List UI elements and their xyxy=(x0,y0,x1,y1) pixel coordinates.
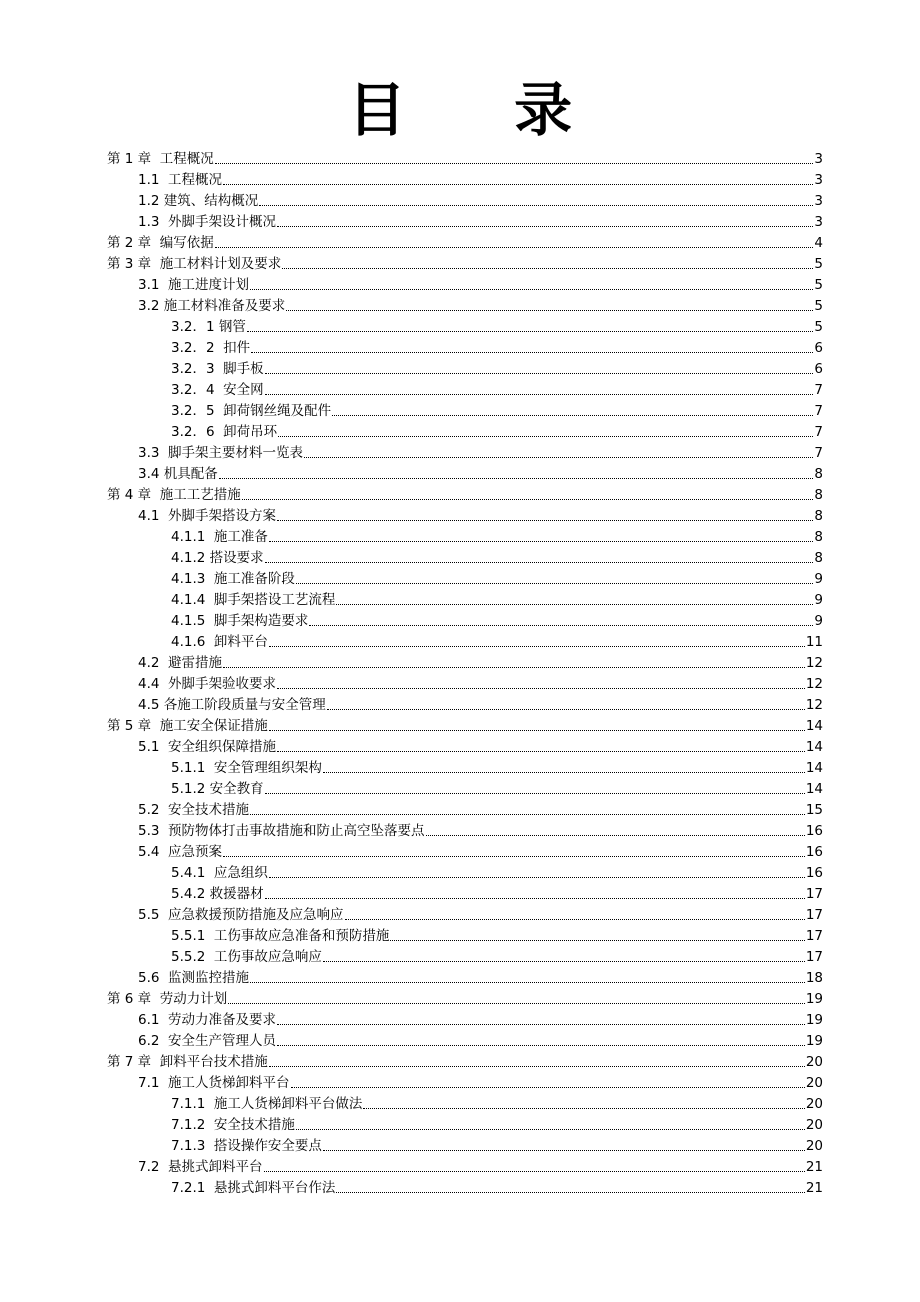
dot-leader xyxy=(265,394,814,395)
toc-page-number: 6 xyxy=(814,361,823,377)
toc-entry-title: 5.5.1 工伤事故应急准备和预防措施 xyxy=(171,928,390,944)
toc-entry-title: 3.2．2 扣件 xyxy=(171,340,251,356)
dot-leader xyxy=(363,1108,804,1109)
toc-entry[interactable] xyxy=(107,1050,823,1071)
toc-page-number: 17 xyxy=(805,886,823,902)
dot-leader xyxy=(277,688,805,689)
dot-leader xyxy=(228,1003,805,1004)
toc-page-number: 5 xyxy=(814,298,823,314)
toc-entry[interactable] xyxy=(171,378,823,399)
toc-entry[interactable] xyxy=(138,504,823,525)
toc-page-number: 17 xyxy=(805,949,823,965)
toc-entry[interactable] xyxy=(138,735,823,756)
dot-leader xyxy=(278,436,813,437)
toc-entry-title: 1.3 外脚手架设计概况 xyxy=(138,214,277,230)
toc-page-number: 7 xyxy=(814,382,823,398)
toc-entry[interactable] xyxy=(138,840,823,861)
dot-leader xyxy=(282,268,813,269)
toc-page-number: 5 xyxy=(814,319,823,335)
toc-page-number: 5 xyxy=(814,277,823,293)
toc-page-number: 3 xyxy=(814,214,823,230)
toc-page-number: 20 xyxy=(805,1117,823,1133)
toc-page-number: 20 xyxy=(805,1096,823,1112)
toc-page-number: 8 xyxy=(814,550,823,566)
toc-entry-title: 7.2 悬挑式卸料平台 xyxy=(138,1159,263,1175)
dot-leader xyxy=(215,163,814,164)
dot-leader xyxy=(296,1129,805,1130)
toc-entry-title: 5.3 预防物体打击事故措施和防止高空坠落要点 xyxy=(138,823,425,839)
toc-page-number: 18 xyxy=(805,970,823,986)
dot-leader xyxy=(264,1171,805,1172)
toc-entry[interactable] xyxy=(171,609,823,630)
toc-entry-title: 4.1.2 搭设要求 xyxy=(171,550,264,566)
toc-entry[interactable] xyxy=(107,147,823,168)
toc-page-number: 3 xyxy=(814,172,823,188)
toc-entry-title: 6.1 劳动力准备及要求 xyxy=(138,1012,277,1028)
toc-page-number: 20 xyxy=(805,1138,823,1154)
dot-leader xyxy=(250,814,805,815)
toc-entry-title: 7.1.2 安全技术措施 xyxy=(171,1117,295,1133)
toc-entry[interactable] xyxy=(138,672,823,693)
toc-entry[interactable] xyxy=(138,1071,823,1092)
dot-leader xyxy=(269,1066,805,1067)
toc-entry[interactable] xyxy=(138,798,823,819)
dot-leader xyxy=(304,457,813,458)
toc-page-number: 16 xyxy=(805,844,823,860)
toc-entry[interactable] xyxy=(138,1155,823,1176)
toc-page-number: 12 xyxy=(805,655,823,671)
toc-entry-title: 4.5 各施工阶段质量与安全管理 xyxy=(138,697,326,713)
dot-leader xyxy=(277,751,805,752)
toc-page-number: 15 xyxy=(805,802,823,818)
dot-leader xyxy=(265,562,814,563)
toc-page-number: 14 xyxy=(805,739,823,755)
dot-leader xyxy=(286,310,813,311)
page-title: 目 录 xyxy=(347,76,617,144)
toc-entry[interactable] xyxy=(107,714,823,735)
toc-page-number: 17 xyxy=(805,907,823,923)
toc-entry-title: 4.1.1 施工准备 xyxy=(171,529,268,545)
toc-entry[interactable] xyxy=(171,777,823,798)
dot-leader xyxy=(219,478,814,479)
dot-leader xyxy=(277,226,813,227)
toc-entry[interactable] xyxy=(138,441,823,462)
toc-page-number: 7 xyxy=(814,403,823,419)
toc-page-number: 14 xyxy=(805,760,823,776)
toc-entry-title: 3.2 施工材料准备及要求 xyxy=(138,298,286,314)
toc-entry-title: 5.4.1 应急组织 xyxy=(171,865,268,881)
toc-entry[interactable] xyxy=(138,168,823,189)
toc-entry[interactable] xyxy=(171,1134,823,1155)
dot-leader xyxy=(323,1150,805,1151)
toc-page-number: 8 xyxy=(814,508,823,524)
toc-page-number: 21 xyxy=(805,1180,823,1196)
dot-leader xyxy=(323,772,805,773)
toc-entry-title: 4.1.4 脚手架搭设工艺流程 xyxy=(171,592,336,608)
dot-leader xyxy=(251,352,813,353)
toc-entry[interactable] xyxy=(171,420,823,441)
dot-leader xyxy=(296,583,813,584)
dot-leader xyxy=(265,373,814,374)
dot-leader xyxy=(327,709,805,710)
toc-page-number: 9 xyxy=(814,571,823,587)
dot-leader xyxy=(390,940,804,941)
toc-entry-title: 3.2．4 安全网 xyxy=(171,382,264,398)
toc-page-number: 4 xyxy=(814,235,823,251)
toc-entry-title: 5.4.2 救援器材 xyxy=(171,886,264,902)
toc-entry[interactable] xyxy=(107,987,823,1008)
toc-page-number: 3 xyxy=(814,193,823,209)
toc-entry-title: 3.1 施工进度计划 xyxy=(138,277,250,293)
toc-entry[interactable] xyxy=(138,1029,823,1050)
toc-entry-title: 7.1 施工人货梯卸料平台 xyxy=(138,1075,290,1091)
toc-page-number: 17 xyxy=(805,928,823,944)
toc-entry[interactable] xyxy=(138,651,823,672)
toc-entry[interactable] xyxy=(171,1113,823,1134)
dot-leader xyxy=(426,835,805,836)
toc-entry-title: 7.1.1 施工人货梯卸料平台做法 xyxy=(171,1096,363,1112)
toc-entry-title: 第 6 章 劳动力计划 xyxy=(107,991,228,1007)
dot-leader xyxy=(269,541,813,542)
toc-entry-title: 第 3 章 施工材料计划及要求 xyxy=(107,256,282,272)
toc-entry-title: 3.4 机具配备 xyxy=(138,466,218,482)
dot-leader xyxy=(215,247,814,248)
toc-entry[interactable] xyxy=(138,210,823,231)
toc-entry[interactable] xyxy=(138,462,823,483)
toc-entry[interactable] xyxy=(171,588,823,609)
toc-entry[interactable] xyxy=(138,189,823,210)
toc-page-number: 12 xyxy=(805,697,823,713)
toc-entry-title: 7.2.1 悬挑式卸料平台作法 xyxy=(171,1180,336,1196)
toc-page-number: 19 xyxy=(805,1012,823,1028)
toc-entry-title: 6.2 安全生产管理人员 xyxy=(138,1033,277,1049)
dot-leader xyxy=(269,877,805,878)
toc-entry-title: 4.1.5 脚手架构造要求 xyxy=(171,613,309,629)
dot-leader xyxy=(277,1045,805,1046)
toc-entry[interactable] xyxy=(171,546,823,567)
toc-entry-title: 3.3 脚手架主要材料一览表 xyxy=(138,445,304,461)
toc-page-number: 7 xyxy=(814,424,823,440)
toc-entry[interactable] xyxy=(171,357,823,378)
toc-page-number: 19 xyxy=(805,1033,823,1049)
toc-entry[interactable] xyxy=(171,924,823,945)
toc-entry-title: 5.4 应急预案 xyxy=(138,844,223,860)
toc-entry-title: 5.5.2 工伤事故应急响应 xyxy=(171,949,322,965)
toc-page-number: 12 xyxy=(805,676,823,692)
toc-page-number: 20 xyxy=(805,1075,823,1091)
toc-page-number: 9 xyxy=(814,592,823,608)
toc-entry[interactable] xyxy=(138,819,823,840)
dot-leader xyxy=(323,961,805,962)
toc-page-number: 8 xyxy=(814,529,823,545)
toc-entry[interactable] xyxy=(171,399,823,420)
toc-page-number: 8 xyxy=(814,466,823,482)
dot-leader xyxy=(269,730,805,731)
toc-entry-title: 5.5 应急救援预防措施及应急响应 xyxy=(138,907,344,923)
toc-entry-title: 5.2 安全技术措施 xyxy=(138,802,250,818)
toc-entry-title: 4.1.3 施工准备阶段 xyxy=(171,571,295,587)
dot-leader xyxy=(277,520,813,521)
dot-leader xyxy=(332,415,813,416)
toc-entry-title: 4.1 外脚手架搭设方案 xyxy=(138,508,277,524)
toc-entry-title: 5.1.2 安全教育 xyxy=(171,781,264,797)
toc-entry-title: 第 4 章 施工工艺措施 xyxy=(107,487,241,503)
toc-entry[interactable] xyxy=(138,294,823,315)
dot-leader xyxy=(242,499,814,500)
toc-page-number: 6 xyxy=(814,340,823,356)
toc-page-number: 5 xyxy=(814,256,823,272)
toc-entry-title: 5.1 安全组织保障措施 xyxy=(138,739,277,755)
toc-entry-title: 3.2．1 钢管 xyxy=(171,319,246,335)
toc-entry[interactable] xyxy=(171,1176,823,1197)
toc-page-number: 9 xyxy=(814,613,823,629)
toc-entry-title: 第 5 章 施工安全保证措施 xyxy=(107,718,268,734)
dot-leader xyxy=(336,1192,804,1193)
toc-entry[interactable] xyxy=(138,273,823,294)
toc-entry-title: 4.1.6 卸料平台 xyxy=(171,634,268,650)
toc-entry-title: 1.1 工程概况 xyxy=(138,172,223,188)
toc-page-number: 16 xyxy=(805,823,823,839)
toc-entry-title: 3.2．6 卸荷吊环 xyxy=(171,424,278,440)
dot-leader xyxy=(277,1024,805,1025)
dot-leader xyxy=(223,856,805,857)
toc-page-number: 19 xyxy=(805,991,823,1007)
toc-page-number: 3 xyxy=(814,151,823,167)
toc-entry[interactable] xyxy=(138,903,823,924)
toc-entry[interactable] xyxy=(171,315,823,336)
toc-entry[interactable] xyxy=(107,231,823,252)
toc-entry-title: 第 1 章 工程概况 xyxy=(107,151,214,167)
toc-entry[interactable] xyxy=(171,861,823,882)
toc-entry-title: 5.1.1 安全管理组织架构 xyxy=(171,760,322,776)
toc-entry[interactable] xyxy=(107,252,823,273)
toc-page-number: 11 xyxy=(805,634,823,650)
toc-page-number: 7 xyxy=(814,445,823,461)
toc-entry-title: 3.2．3 脚手板 xyxy=(171,361,264,377)
dot-leader xyxy=(265,898,805,899)
toc-entry[interactable] xyxy=(138,1008,823,1029)
toc-entry[interactable] xyxy=(107,483,823,504)
toc-entry[interactable] xyxy=(171,945,823,966)
dot-leader xyxy=(223,667,805,668)
toc-page-number: 14 xyxy=(805,781,823,797)
dot-leader xyxy=(291,1087,805,1088)
toc-entry-title: 3.2．5 卸荷钢丝绳及配件 xyxy=(171,403,332,419)
dot-leader xyxy=(336,604,813,605)
toc-entry-title: 第 7 章 卸料平台技术措施 xyxy=(107,1054,268,1070)
dot-leader xyxy=(250,289,813,290)
toc-entry[interactable] xyxy=(171,525,823,546)
toc-entry[interactable] xyxy=(171,567,823,588)
toc-entry[interactable] xyxy=(171,630,823,651)
toc-entry-title: 4.4 外脚手架验收要求 xyxy=(138,676,277,692)
dot-leader xyxy=(345,919,805,920)
dot-leader xyxy=(250,982,805,983)
dot-leader xyxy=(265,793,805,794)
toc-page-number: 8 xyxy=(814,487,823,503)
toc-entry[interactable] xyxy=(171,336,823,357)
toc-page-number: 21 xyxy=(805,1159,823,1175)
dot-leader xyxy=(247,331,814,332)
toc-page-number: 16 xyxy=(805,865,823,881)
toc-page-number: 14 xyxy=(805,718,823,734)
toc-entry[interactable] xyxy=(171,882,823,903)
toc-entry-title: 7.1.3 搭设操作安全要点 xyxy=(171,1138,322,1154)
toc-entry-title: 1.2 建筑、结构概况 xyxy=(138,193,259,209)
toc-entry[interactable] xyxy=(138,966,823,987)
dot-leader xyxy=(269,646,805,647)
toc-entry[interactable] xyxy=(171,1092,823,1113)
toc-entry-title: 4.2 避雷措施 xyxy=(138,655,223,671)
toc-entry[interactable] xyxy=(138,693,823,714)
dot-leader xyxy=(309,625,813,626)
dot-leader xyxy=(259,205,813,206)
toc-entry[interactable] xyxy=(171,756,823,777)
toc-page-number: 20 xyxy=(805,1054,823,1070)
toc-entry-title: 第 2 章 编写依据 xyxy=(107,235,214,251)
dot-leader xyxy=(223,184,813,185)
toc-entry-title: 5.6 监测监控措施 xyxy=(138,970,250,986)
